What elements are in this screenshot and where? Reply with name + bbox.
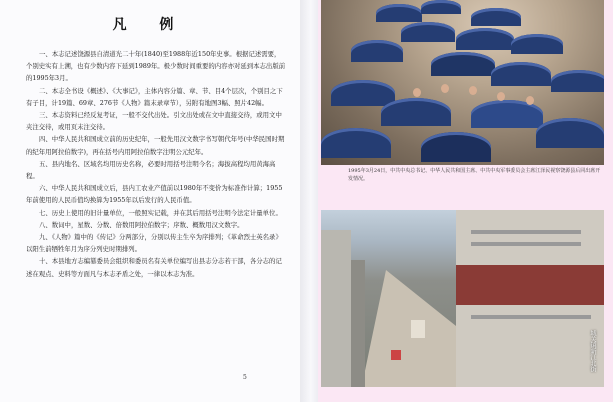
- right-page: [318, 0, 613, 402]
- paragraph-5: 五、县内地名、区域名均用历史名称，必要时用括号注明今名；海拔高程均用黄海高程。: [26, 159, 276, 181]
- photo1-caption: 1995年3月24日，中共中央总书记、中华人民共和国主席、中共中央军事委员会主席江泽民视察饶源县后同出席开发情况。: [348, 168, 601, 182]
- paragraph-1: 一、本志记述饶源县自清道光二十年(1840)至1988年近150年史事。根据记述需要，个别史实有上溯，也有少数内容下延到1989年。极少数时间重要的内容亦对延到本志出版前的1995年3月。: [26, 50, 286, 83]
- page-title: 凡 例: [112, 17, 188, 33]
- photo2-caption: 城关镇新江北街: [589, 330, 596, 372]
- paragraph-10: 十、本县地方志编纂委员会组织和委员名有关单位编写出县志分志若干部，各分志的记述在观点、史料等方面凡与本志矛盾之处，一律以本志为准。: [26, 257, 282, 278]
- paragraph-4: 四、中华人民共和国成立前的历史纪年，一般先用汉文数字书写朝代年号(中华民国时期的纪年用阿拉伯数字)，再在括号内用阿拉伯数字注明公元纪年。: [26, 135, 285, 156]
- left-page: [0, 0, 300, 402]
- paragraph-8: 八、数词中，星数、分数、倍数用阿拉伯数字；序数、概数用汉文数字。: [39, 220, 244, 229]
- photo-umbrella-crowd: [321, 0, 604, 165]
- paragraph-6: 六、中华人民共和国成立后，县内工农业产值前以1980年不变价为标准作计算；1955年前使用的人民币值均换算为1955年以后发行的人民币值。: [26, 184, 283, 205]
- paragraph-3: 三、本志资料已经反复考证，一般不交代出处。引文出处或在文中直接交待，或用文中夹注交待，或用页末注交待。: [26, 111, 282, 132]
- book-gutter: [300, 0, 318, 402]
- conventions-text: [26, 48, 286, 280]
- paragraph-2: 二、本志全书设《概述》、《大事记》，主体内容分篇、章、节、目4个层次，个别目之下有子目，计19篇、69章、276节《人物》篇末录章节），另附有地图3幅、照片42幅。: [26, 86, 283, 107]
- photo-city-street: [321, 210, 604, 387]
- paragraph-7: 七、历史上使用的旧计量单位，一般照实记载，并在其后用括号注明今法定计量单位。: [39, 208, 282, 217]
- page-number: 5: [243, 374, 247, 381]
- paragraph-9: 九、《人物》篇中的《传记》分两部分，分别以传主生卒为序排列；《革命烈士英名录》以阳生前牺牲年月为序分列史时期排列。: [26, 233, 282, 254]
